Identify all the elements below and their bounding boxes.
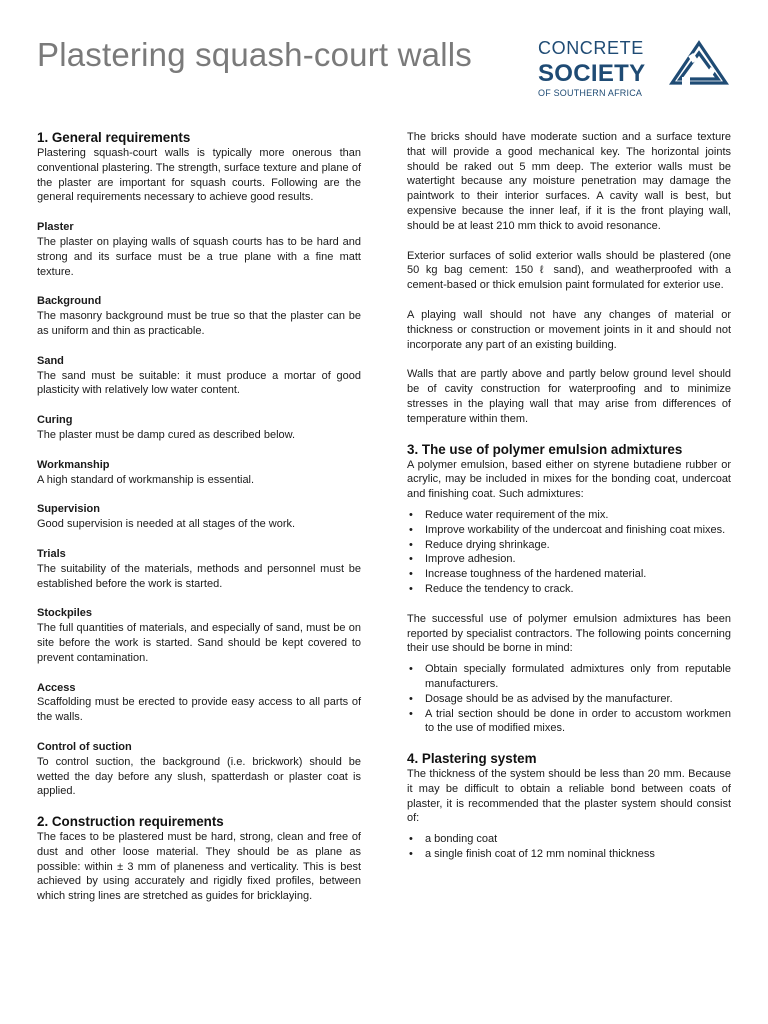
- requirement-background: [37, 294, 361, 338]
- requirement-text: The sand must be suitable: it must produce a mortar of good plasticity with relatively low water content.: [37, 369, 361, 397]
- requirement-sand: [37, 354, 361, 398]
- requirement-heading: Control of suction: [37, 740, 132, 753]
- requirement-text: To control suction, the background (i.e. brickwork) should be wetted the day before any slush, spatterdash or plaster coat is applied.: [37, 755, 361, 798]
- section-heading: 2. Construction requirements: [37, 814, 224, 830]
- requirement-heading: Background: [37, 295, 102, 308]
- section-body: The thickness of the system should be less than 20 mm. Because it may be difficult to obtain a reliable bond between coats of plaster, it is recommended that the plaster system should consist of:: [407, 768, 731, 825]
- requirement-trials: [37, 547, 361, 591]
- section-construction-requirements: [37, 814, 361, 904]
- list-item: • a single finish coat of 12 mm nominal thickness: [407, 847, 731, 862]
- section-body: The faces to be plastered must be hard, strong, clean and free of dust and other loose material. They should be as plane as possible: within ± 3 mm of planeness and verticality. This is best achieved by using accurately and rigidly fixed profiles, between which string lines are stretched as guides for bricklaying.: [37, 831, 361, 903]
- logo-line-1: CONCRETE: [538, 38, 644, 58]
- requirement-text: The masonry background must be true so that the plaster can be as uniform and thin as practicable.: [37, 310, 361, 337]
- requirement-text: The plaster on playing walls of squash courts has to be hard and strong and its surface must be a true plane with a fine matt texture.: [37, 235, 361, 278]
- requirement-curing: [37, 413, 361, 443]
- list-item: • Reduce water requirement of the mix.: [407, 508, 731, 523]
- requirement-supervision: [37, 502, 361, 532]
- section-body: A polymer emulsion, based either on styrene butadiene rubber or acrylic, may be included in mixes for the bonding coat, undercoat and finishing coat. Such admixtures:: [407, 458, 731, 501]
- requirement-heading: Workmanship: [37, 458, 110, 471]
- paragraph-text: The bricks should have moderate suction and a surface texture that will provide a good mechanical key. The horizontal joints should be raked out 5 mm deep. The exterior walls must be watertight because any moisture penetration may damage the paintwork to their interior surfaces. A cavity wall is best, but expensive because the inner leaf, if it is the front playing wall, should be at least 210 mm thick to avoid resonance.: [407, 131, 731, 232]
- paragraph-text: A playing wall should not have any changes of material or thickness or construction or movement joints in it and should not incorporate any part of an existing building.: [407, 308, 731, 351]
- requirement-access: [37, 681, 361, 725]
- logo-line-3: OF SOUTHERN AFRICA: [538, 88, 643, 98]
- requirement-heading: Trials: [37, 547, 66, 560]
- paragraph: [407, 249, 731, 293]
- admixture-guidance-list: [407, 662, 731, 736]
- requirement-heading: Access: [37, 681, 76, 694]
- admixture-guidance: [407, 612, 731, 736]
- list-item: • A trial section should be done in order to accustom workmen to the use of modified mixes.: [407, 707, 731, 737]
- list-item: • Reduce the tendency to crack.: [407, 582, 731, 597]
- requirement-text: Good supervision is needed at all stages of the work.: [37, 518, 296, 531]
- list-item: • Dosage should be as advised by the manufacturer.: [407, 692, 731, 707]
- requirement-text: Scaffolding must be erected to provide easy access to all parts of the walls.: [37, 696, 361, 724]
- paragraph-text: Walls that are partly above and partly below ground level should be of cavity construction for waterproofing and to minimize stresses in the playing wall that may arise from differences of temperature within them.: [407, 368, 731, 425]
- requirement-workmanship: [37, 458, 361, 488]
- section-heading: 3. The use of polymer emulsion admixtures: [407, 441, 683, 457]
- list-item: • Reduce drying shrinkage.: [407, 538, 731, 553]
- list-item: • a bonding coat: [407, 832, 731, 847]
- requirement-heading: Curing: [37, 414, 73, 427]
- requirement-heading: Plaster: [37, 221, 74, 234]
- triangle-logo-icon: [668, 40, 730, 86]
- requirement-text: The suitability of the materials, methods and personnel must be established before the work is started.: [37, 562, 361, 590]
- paragraph-text: Exterior surfaces of solid exterior walls should be plastered (one 50 kg bag cement: 150 ℓ sand), and weatherproofed with a cement-based or thick emulsion paint formulated for exterior use.: [407, 249, 731, 292]
- requirement-heading: Supervision: [37, 503, 100, 516]
- page-title: Plastering squash-court walls: [37, 36, 472, 73]
- paragraph: [407, 367, 731, 426]
- section-plastering-system: [407, 751, 731, 862]
- logo-line-2: SOCIETY: [538, 60, 646, 87]
- requirement-control-of-suction: [37, 740, 361, 799]
- concrete-society-logo: [538, 38, 734, 102]
- section-body: The successful use of polymer emulsion admixtures has been reported by specialist contractors. The following points concerning their use should be borne in mind:: [407, 612, 731, 655]
- left-column: [37, 130, 361, 919]
- requirement-heading: Sand: [37, 354, 64, 367]
- section-heading: 4. Plastering system: [407, 751, 537, 767]
- paragraph: [407, 308, 731, 352]
- list-item: • Improve adhesion.: [407, 552, 731, 567]
- requirement-heading: Stockpiles: [37, 607, 93, 620]
- section-polymer-emulsion: [407, 442, 731, 597]
- section-heading: 1. General requirements: [37, 130, 191, 145]
- requirement-plaster: [37, 220, 361, 279]
- paragraph: [407, 130, 731, 234]
- requirement-text: The plaster must be damp cured as described below.: [37, 428, 296, 441]
- plaster-system-list: [407, 832, 731, 862]
- right-column: [407, 130, 731, 877]
- section-body: Plastering squash-court walls is typically more onerous than conventional plastering. The strength, surface texture and plane of the plaster are important for squash courts. Following are the general requirements necessary to achieve good results.: [37, 147, 361, 204]
- section-general-requirements: [37, 130, 361, 205]
- requirement-text: A high standard of workmanship is essential.: [37, 473, 255, 486]
- admixture-benefits-list: [407, 508, 731, 597]
- requirement-text: The full quantities of materials, and especially of sand, must be on site before the work is started. Sand should be kept covered to prevent contamination.: [37, 622, 361, 664]
- requirement-stockpiles: [37, 606, 361, 665]
- list-item: • Increase toughness of the hardened material.: [407, 567, 731, 582]
- list-item: • Improve workability of the undercoat and finishing coat mixes.: [407, 523, 731, 538]
- list-item: • Obtain specially formulated admixtures only from reputable manufacturers.: [407, 662, 731, 692]
